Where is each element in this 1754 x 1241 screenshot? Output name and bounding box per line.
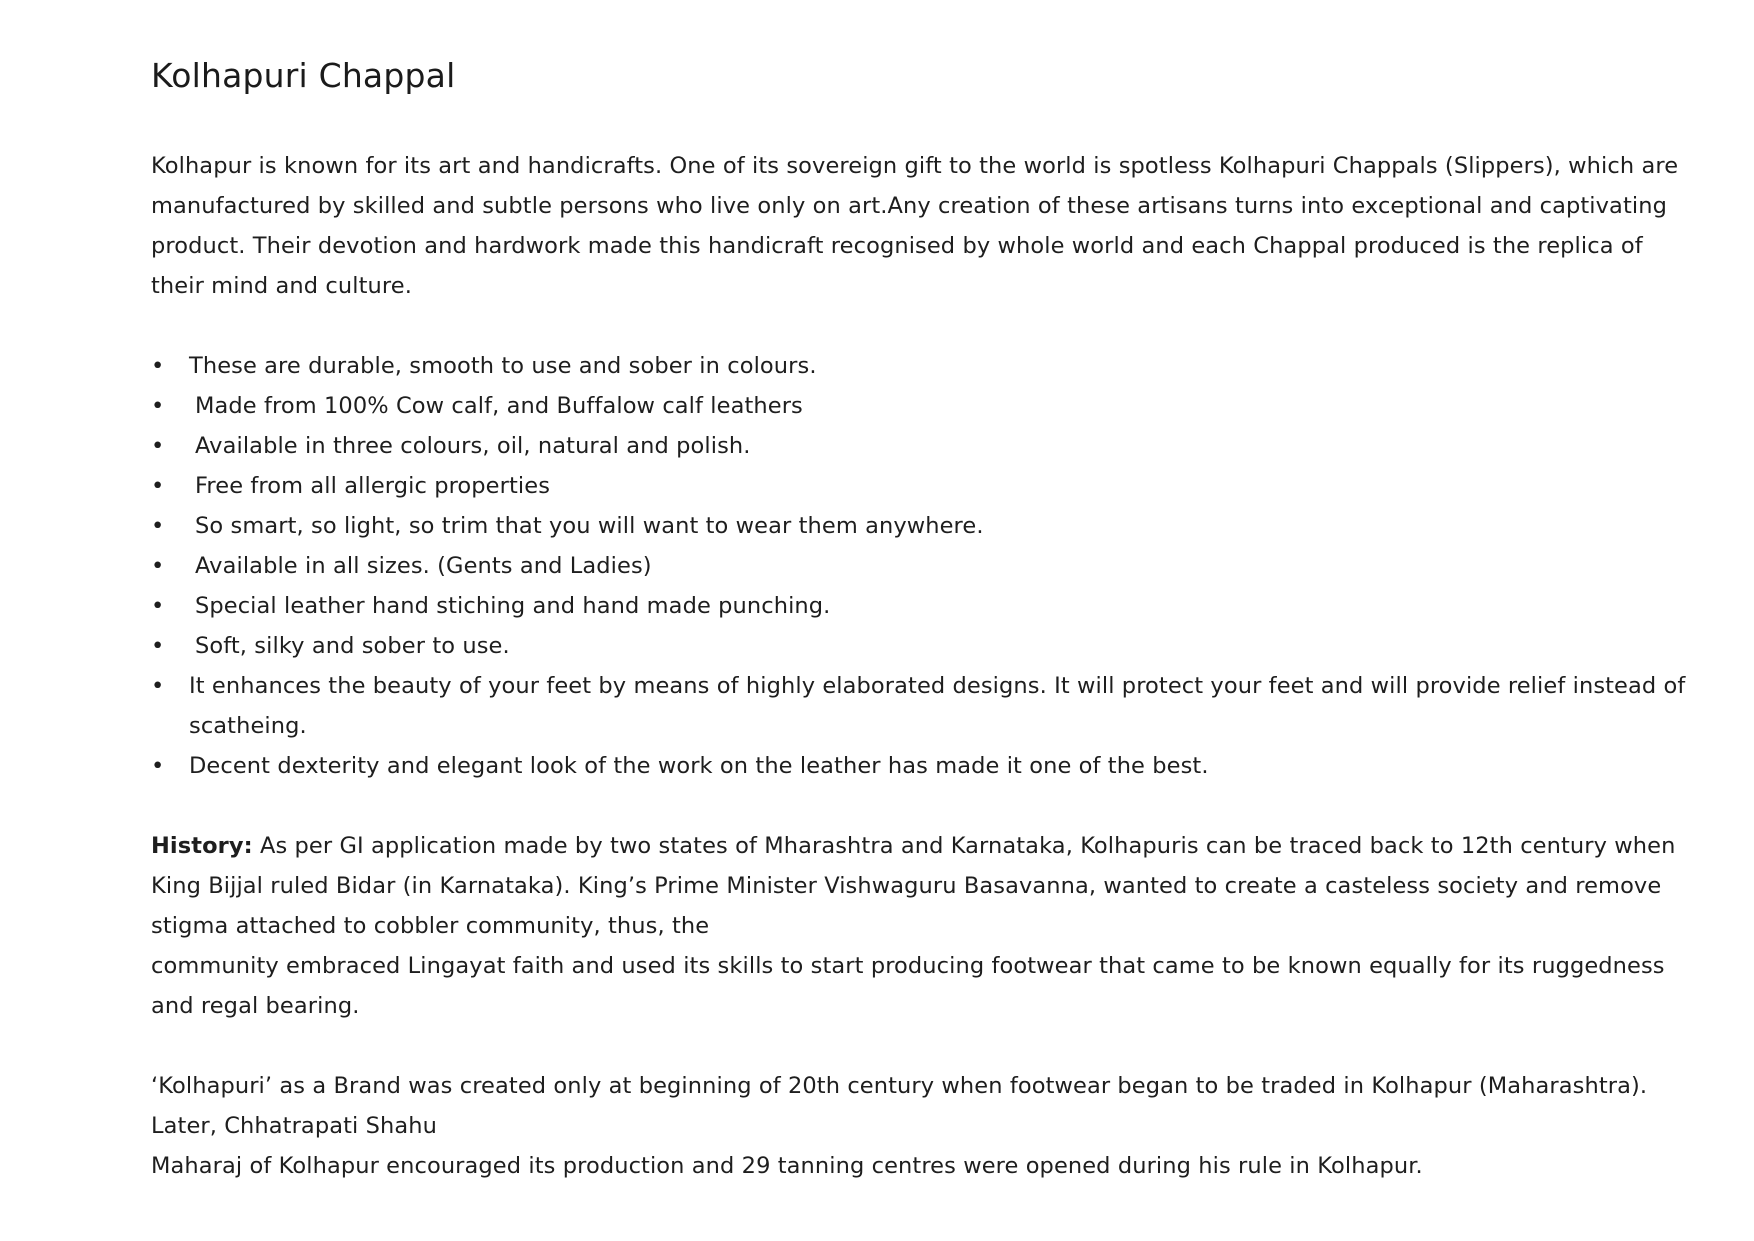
bullet-icon: • — [151, 513, 165, 539]
list-item — [151, 586, 1701, 626]
bullet-icon: • — [151, 753, 165, 779]
history-text: As per GI application made by two states of Mharashtra and Karnataka, Kolhapuris can be traced back to 12th century when King Bijjal ruled Bidar (in Karnataka). King’s Prime Minister Vishwaguru Basavanna, wanted to create a casteless society and remove stigma attached to cobbler community, thus, the — [151, 833, 1676, 939]
list-item — [151, 426, 1701, 466]
bullet-icon: • — [151, 433, 165, 459]
bullet-icon: • — [151, 633, 165, 659]
list-item-text: So smart, so light, so trim that you will want to wear them anywhere. — [195, 513, 984, 539]
history-label: History: — [151, 833, 253, 859]
list-item — [151, 666, 1701, 746]
bullet-icon: • — [151, 553, 165, 579]
list-item-text: Free from all allergic properties — [195, 473, 551, 499]
page-title: Kolhapuri Chappal — [151, 56, 456, 95]
document-page — [151, 52, 1701, 1186]
list-item — [151, 746, 1701, 786]
list-item-text: It enhances the beauty of your feet by means of highly elaborated designs. It will protect your feet and will provide relief instead of scatheing. — [189, 673, 1686, 739]
feature-list — [151, 346, 1701, 786]
list-item — [151, 466, 1701, 506]
list-item — [151, 546, 1701, 586]
bullet-icon: • — [151, 353, 165, 379]
list-item-text: Available in all sizes. (Gents and Ladies) — [195, 553, 652, 579]
list-item-text: Special leather hand stiching and hand made punching. — [195, 593, 831, 619]
brand-paragraph: ‘Kolhapuri’ as a Brand was created only at beginning of 20th century when footwear began to be traded in Kolhapur (Maharashtra). Later, Chhatrapati Shahu — [151, 1073, 1648, 1139]
spacer — [151, 786, 1701, 826]
intro-paragraph: Kolhapur is known for its art and handicrafts. One of its sovereign gift to the world is spotless Kolhapuri Chappals (Slippers), which are manufactured by skilled and subtle persons who live only on art.Any creation of these artisans turns into exceptional and captivating product. Their devotion and hardwork made this handicraft recognised by whole world and each Chappal produced is the replica of their mind and culture. — [151, 153, 1679, 299]
list-item — [151, 626, 1701, 666]
history-paragraph-continued: community embraced Lingayat faith and used its skills to start producing footwear that came to be known equally for its ruggedness and regal bearing. — [151, 953, 1665, 1019]
list-item — [151, 346, 1701, 386]
bullet-icon: • — [151, 393, 165, 419]
spacer — [151, 1026, 1701, 1066]
list-item-text: Available in three colours, oil, natural and polish. — [195, 433, 751, 459]
list-item — [151, 386, 1701, 426]
list-item-text: Decent dexterity and elegant look of the work on the leather has made it one of the best. — [189, 753, 1209, 779]
bullet-icon: • — [151, 473, 165, 499]
spacer — [151, 306, 1701, 346]
history-paragraph — [151, 826, 1701, 946]
brand-paragraph-continued: Maharaj of Kolhapur encouraged its production and 29 tanning centres were opened during his rule in Kolhapur. — [151, 1153, 1423, 1179]
list-item-text: Made from 100% Cow calf, and Buffalow calf leathers — [195, 393, 803, 419]
list-item-text: Soft, silky and sober to use. — [195, 633, 510, 659]
list-item-text: These are durable, smooth to use and sober in colours. — [189, 353, 817, 379]
list-item — [151, 506, 1701, 546]
bullet-icon: • — [151, 593, 165, 619]
bullet-icon: • — [151, 673, 165, 699]
